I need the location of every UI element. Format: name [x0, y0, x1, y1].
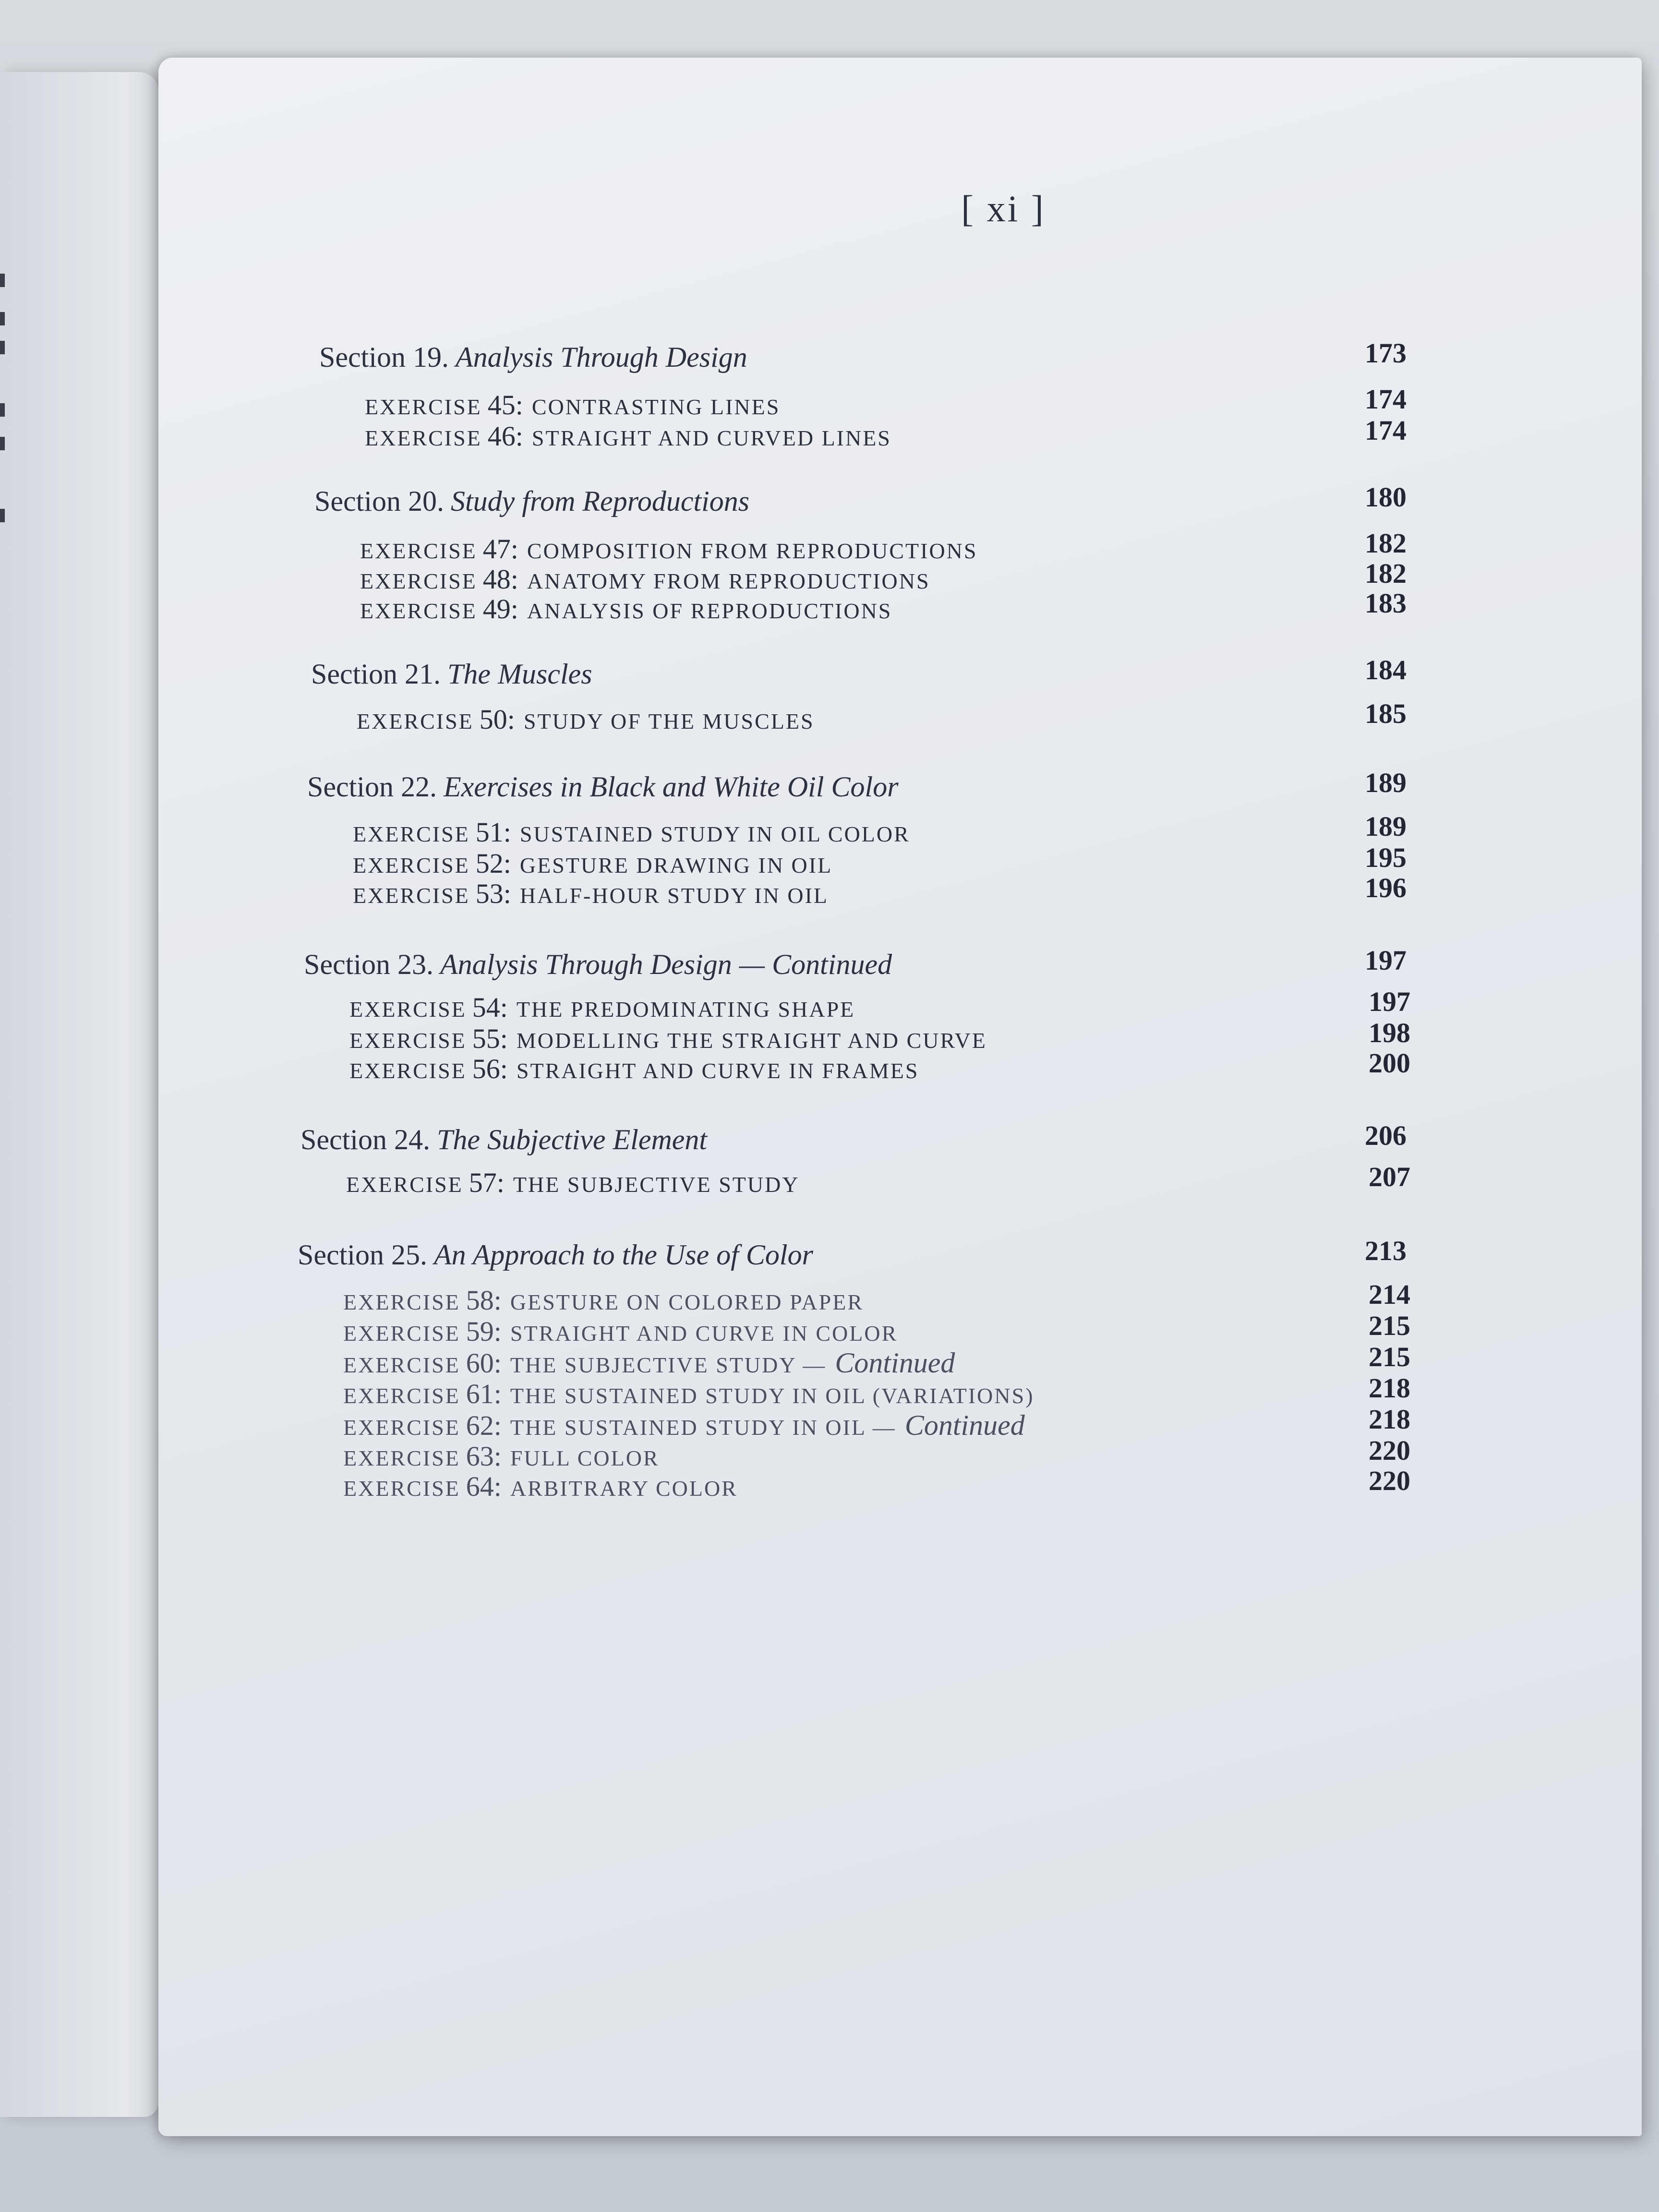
section-title: The Muscles: [447, 658, 592, 690]
exercise-page-number: 200: [1369, 1047, 1410, 1079]
exercise-title: THE SUSTAINED STUDY IN OIL —: [510, 1415, 896, 1440]
exercise-page-number: 182: [1365, 528, 1407, 559]
exercise-row: [360, 593, 892, 631]
exercise-page-number: 215: [1369, 1310, 1410, 1341]
section-page-number: 206: [1365, 1120, 1407, 1151]
exercise-label: EXERCISE: [346, 1172, 463, 1197]
exercise-title: THE SUBJECTIVE STUDY —: [510, 1353, 827, 1377]
page-number: [ xi ]: [961, 188, 1046, 229]
exercise-number: 45:: [487, 389, 523, 421]
section-heading-row: [298, 1238, 813, 1277]
exercise-label: EXERCISE: [343, 1476, 460, 1501]
section-heading-row: [319, 341, 747, 379]
exercise-number: 59:: [466, 1316, 502, 1347]
section-heading-row: [314, 485, 749, 523]
section-title: An Approach to the Use of Color: [433, 1239, 813, 1271]
exercise-page-number: 197: [1369, 986, 1410, 1017]
exercise-title: ANALYSIS OF REPRODUCTIONS: [527, 599, 892, 623]
exercise-label: EXERCISE: [343, 1321, 460, 1346]
exercise-number: 47:: [482, 533, 518, 565]
exercise-row: [357, 703, 815, 742]
exercise-label: EXERCISE: [353, 822, 470, 846]
exercise-page-number: 207: [1369, 1161, 1410, 1192]
exercise-label: EXERCISE: [360, 569, 477, 593]
exercise-title: GESTURE DRAWING IN OIL: [519, 853, 833, 878]
exercise-label: EXERCISE: [349, 1058, 467, 1083]
section-label: Section 25.: [298, 1239, 427, 1271]
exercise-page-number: 218: [1369, 1404, 1410, 1435]
section-title: Exercises in Black and White Oil Color: [443, 771, 899, 803]
exercise-title: FULL COLOR: [510, 1446, 660, 1470]
exercise-title: GESTURE ON COLORED PAPER: [510, 1290, 864, 1314]
edge-mark: [0, 312, 5, 325]
section-title: Study from Reproductions: [450, 485, 750, 517]
exercise-page-number: 214: [1369, 1279, 1410, 1310]
exercise-title: THE SUBJECTIVE STUDY: [513, 1172, 800, 1197]
exercise-number: 62:: [466, 1410, 502, 1441]
exercise-title: THE SUSTAINED STUDY IN OIL (VARIATIONS): [510, 1383, 1034, 1408]
exercise-label: EXERCISE: [360, 599, 477, 623]
exercise-label: EXERCISE: [343, 1290, 460, 1314]
edge-mark: [0, 437, 5, 450]
section-label: Section 19.: [319, 341, 449, 373]
section-heading-row: [304, 948, 892, 986]
table-of-contents: [158, 58, 1642, 2136]
exercise-row: [365, 420, 891, 458]
section-heading-row: [311, 658, 592, 696]
exercise-title: STRAIGHT AND CURVE IN COLOR: [510, 1321, 898, 1346]
exercise-label: EXERCISE: [343, 1446, 460, 1470]
section-title: Analysis Through Design — Continued: [440, 949, 892, 980]
exercise-label: EXERCISE: [349, 997, 467, 1022]
section-page-number: 180: [1365, 481, 1407, 513]
exercise-number: 53:: [475, 878, 511, 909]
exercise-number: 58:: [466, 1285, 502, 1316]
exercise-title-continued: Continued: [835, 1347, 955, 1379]
exercise-row: [349, 1053, 919, 1091]
exercise-page-number: 174: [1365, 415, 1407, 446]
edge-mark: [0, 403, 5, 417]
exercise-label: EXERCISE: [343, 1383, 460, 1408]
section-page-number: 213: [1365, 1235, 1407, 1266]
section-page-number: 189: [1365, 767, 1407, 798]
exercise-page-number: 220: [1369, 1435, 1410, 1466]
exercise-row: [346, 1166, 800, 1205]
exercise-number: 61:: [466, 1378, 502, 1409]
exercise-title: COMPOSITION FROM REPRODUCTIONS: [527, 539, 978, 563]
exercise-number: 57:: [469, 1167, 505, 1198]
exercise-page-number: 182: [1365, 558, 1407, 589]
exercise-title: THE PREDOMINATING SHAPE: [516, 997, 855, 1022]
exercise-number: 46:: [487, 421, 523, 452]
exercise-title: SUSTAINED STUDY IN OIL COLOR: [519, 822, 910, 846]
edge-mark: [0, 274, 5, 287]
left-facing-page: [0, 72, 158, 2117]
edge-mark: [0, 509, 5, 522]
section-page-number: 197: [1365, 945, 1407, 976]
exercise-title: STRAIGHT AND CURVE IN FRAMES: [516, 1058, 919, 1083]
exercise-label: EXERCISE: [357, 709, 474, 733]
exercise-page-number: 195: [1365, 842, 1407, 873]
exercise-label: EXERCISE: [353, 853, 470, 878]
edge-mark: [0, 341, 5, 354]
section-heading-row: [301, 1123, 707, 1162]
exercise-title: STRAIGHT AND CURVED LINES: [531, 426, 891, 450]
exercise-number: 54:: [472, 992, 508, 1023]
section-heading-row: [307, 770, 899, 809]
exercise-number: 56:: [472, 1053, 508, 1084]
exercise-number: 52:: [475, 848, 511, 879]
exercise-page-number: 220: [1369, 1465, 1410, 1496]
section-label: Section 20.: [314, 485, 444, 517]
exercise-number: 60:: [466, 1347, 502, 1379]
section-page-number: 184: [1365, 654, 1407, 685]
exercise-label: EXERCISE: [343, 1353, 460, 1377]
exercise-label: EXERCISE: [349, 1028, 467, 1053]
exercise-number: 55:: [472, 1023, 508, 1054]
exercise-page-number: 215: [1369, 1341, 1410, 1372]
exercise-label: EXERCISE: [343, 1415, 460, 1440]
exercise-label: EXERCISE: [353, 883, 470, 908]
section-label: Section 21.: [311, 658, 441, 690]
exercise-number: 51:: [475, 817, 511, 848]
exercise-page-number: 189: [1365, 811, 1407, 842]
exercise-title: ARBITRARY COLOR: [510, 1476, 738, 1501]
exercise-number: 63:: [466, 1441, 502, 1472]
exercise-page-number: 218: [1369, 1372, 1410, 1404]
exercise-page-number: 183: [1365, 588, 1407, 619]
exercise-title: HALF-HOUR STUDY IN OIL: [519, 883, 829, 908]
exercise-title: MODELLING THE STRAIGHT AND CURVE: [516, 1028, 987, 1053]
exercise-page-number: 196: [1365, 872, 1407, 903]
exercise-title-continued: Continued: [904, 1409, 1025, 1441]
exercise-number: 48:: [482, 564, 518, 595]
exercise-number: 50:: [479, 704, 515, 735]
exercise-page-number: 174: [1365, 384, 1407, 415]
exercise-label: EXERCISE: [365, 395, 482, 419]
exercise-number: 64:: [466, 1471, 502, 1502]
section-page-number: 173: [1365, 337, 1407, 369]
section-title: Analysis Through Design: [455, 341, 747, 373]
exercise-title: STUDY OF THE MUSCLES: [523, 709, 815, 733]
exercise-label: EXERCISE: [360, 539, 477, 563]
exercise-row: [353, 878, 829, 916]
section-label: Section 23.: [304, 949, 433, 980]
book-page: [158, 58, 1642, 2136]
exercise-label: EXERCISE: [365, 426, 482, 450]
exercise-row: [343, 1470, 738, 1509]
section-title: The Subjective Element: [436, 1124, 708, 1155]
section-label: Section 24.: [301, 1124, 430, 1155]
section-label: Section 22.: [307, 771, 437, 803]
exercise-page-number: 198: [1369, 1017, 1410, 1048]
exercise-title: CONTRASTING LINES: [531, 395, 781, 419]
exercise-title: ANATOMY FROM REPRODUCTIONS: [527, 569, 930, 593]
exercise-page-number: 185: [1365, 698, 1407, 729]
exercise-number: 49:: [482, 593, 518, 625]
